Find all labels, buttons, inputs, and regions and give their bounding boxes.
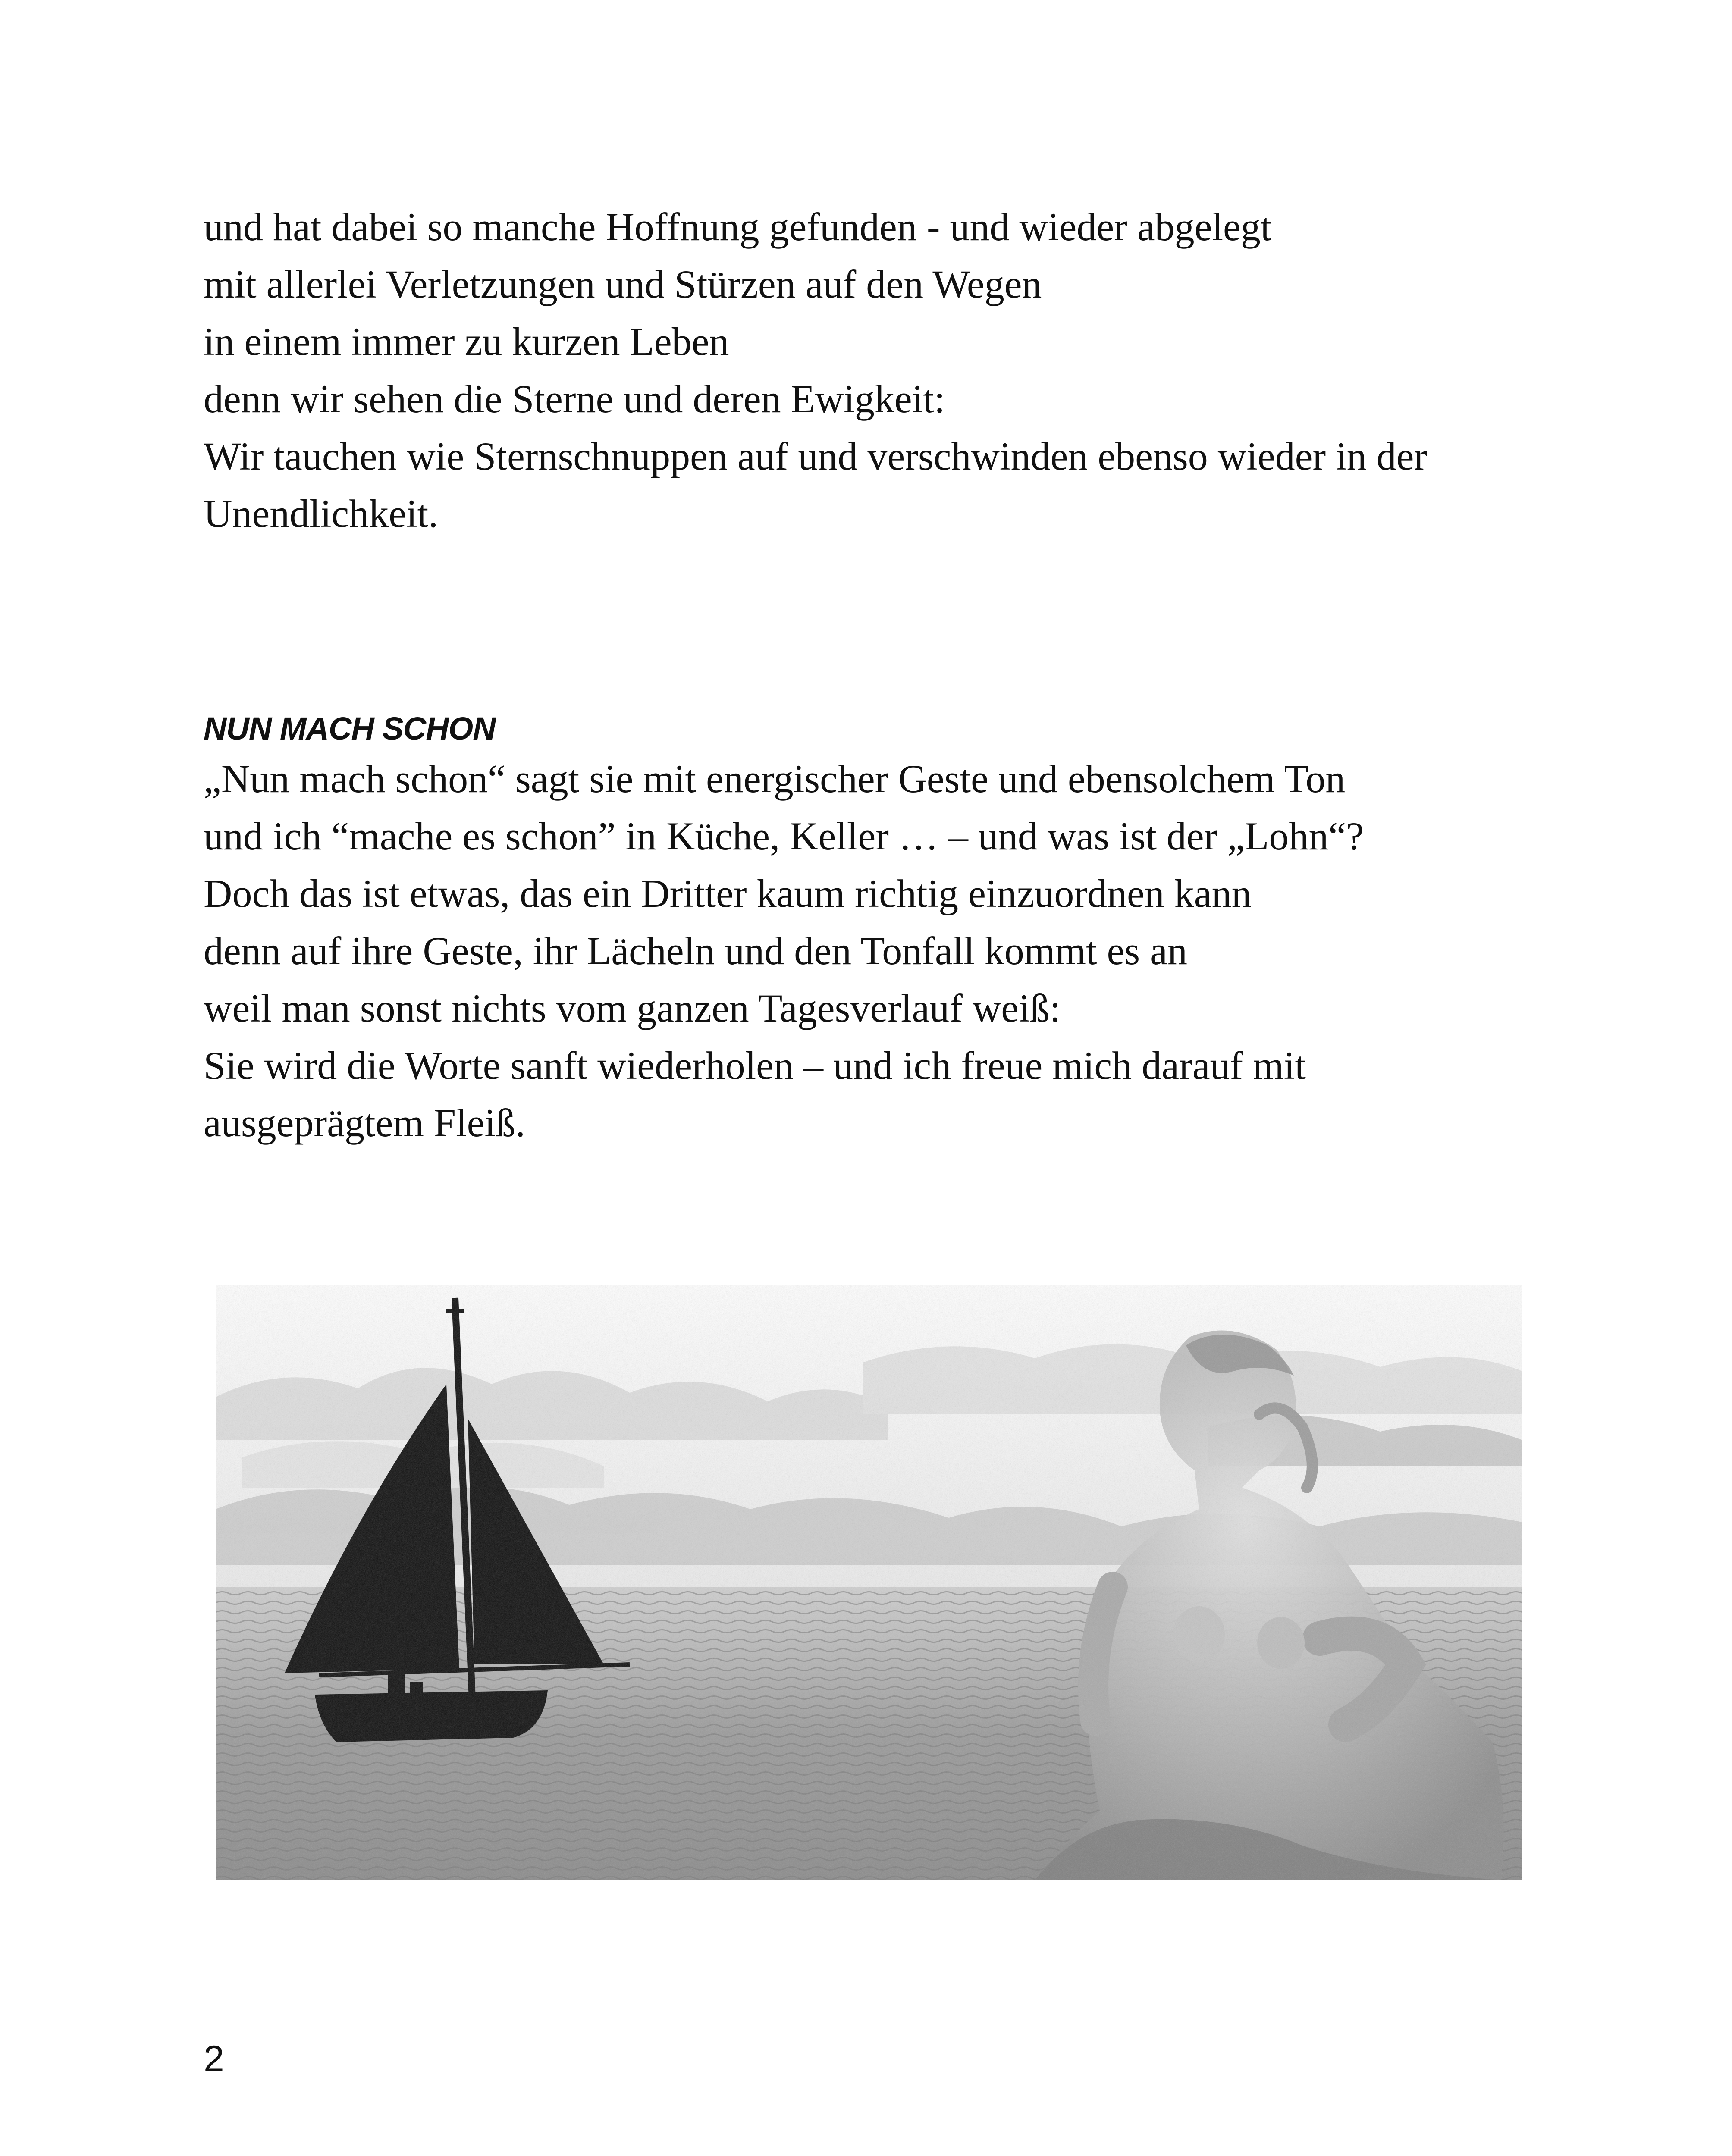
stanza-1-line-2: mit allerlei Verletzungen und Stürzen auf den Wegen — [204, 262, 1042, 306]
stanza-2-line-2: und ich “mache es schon” in Küche, Keller … – und was ist der „Lohn“? — [204, 814, 1364, 858]
stanza-1-line-3: in einem immer zu kurzen Leben — [204, 320, 729, 364]
stanza-1-line-1: und hat dabei so manche Hoffnung gefunden - und wieder abgelegt — [204, 205, 1272, 249]
poem-title: NUN MACH SCHON — [204, 711, 496, 746]
stanza-2-line-6: Sie wird die Worte sanft wiederholen – und ich freue mich darauf mit — [204, 1044, 1306, 1087]
stanza-2 — [204, 750, 1584, 1152]
stanza-2-line-1: „Nun mach schon“ sagt sie mit energischer Geste und ebensolchem Ton — [204, 757, 1346, 801]
stanza-1 — [204, 198, 1584, 542]
stanza-1-line-5: Wir tauchen wie Sternschnuppen auf und verschwinden ebenso wieder in der — [204, 434, 1428, 478]
stanza-2-line-5: weil man sonst nichts vom ganzen Tagesverlauf weiß: — [204, 986, 1061, 1030]
stanza-1-line-4: denn wir sehen die Sterne und deren Ewigkeit: — [204, 377, 945, 421]
illustration-sailboat-and-statue — [216, 1285, 1522, 1880]
page-number: 2 — [204, 2038, 224, 2080]
stanza-2-line-7: ausgeprägtem Fleiß. — [204, 1101, 526, 1145]
stanza-2-line-3: Doch das ist etwas, das ein Dritter kaum richtig einzuordnen kann — [204, 871, 1252, 915]
stanza-2-line-4: denn auf ihre Geste, ihr Lächeln und den Tonfall kommt es an — [204, 929, 1187, 973]
stanza-1-line-6: Unendlichkeit. — [204, 492, 439, 536]
